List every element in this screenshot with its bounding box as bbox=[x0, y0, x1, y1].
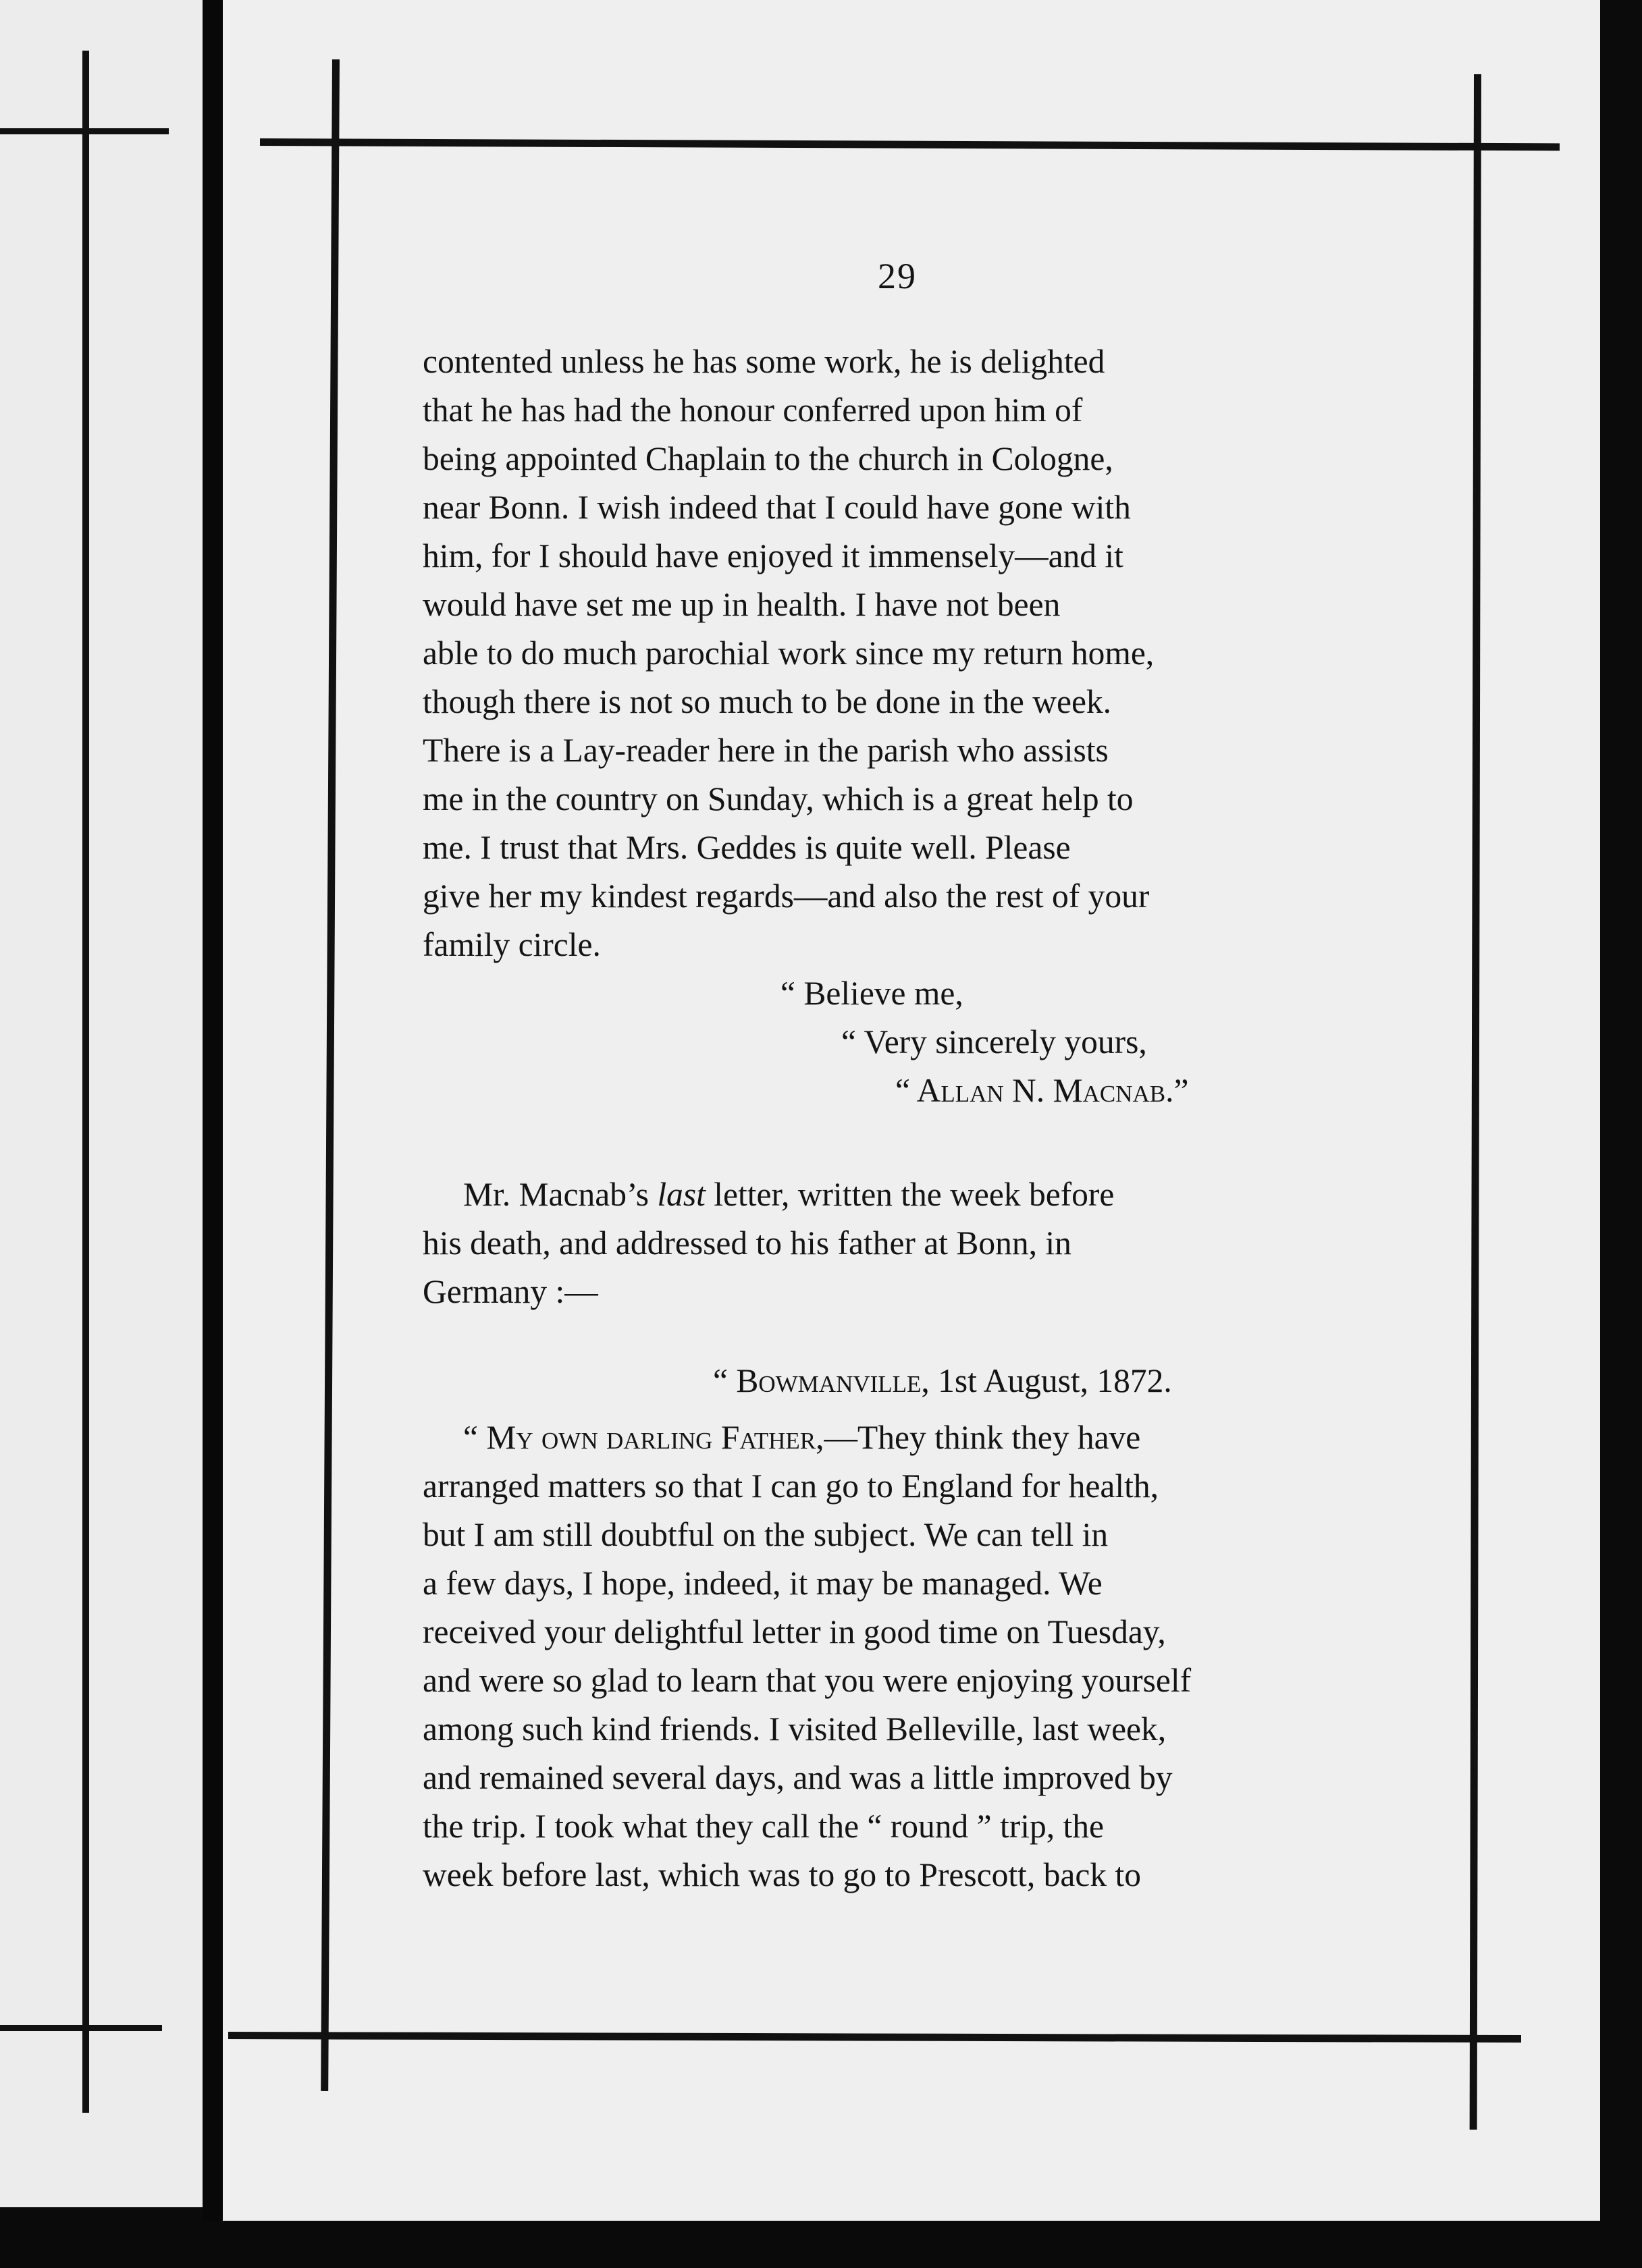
page-number: 29 bbox=[878, 256, 917, 296]
continued-letter-line: give her my kindest regards—and also the rest of your bbox=[423, 878, 1150, 915]
facing-page-bottom-rule bbox=[0, 2025, 162, 2031]
letter-line: week before last, which was to go to Prescott, back to bbox=[423, 1856, 1141, 1893]
letter-line: among such kind friends. I visited Belleville, last week, bbox=[423, 1710, 1167, 1748]
letter-dateline bbox=[423, 1357, 1354, 1405]
facing-page-vertical-rule bbox=[82, 51, 89, 2113]
signature-name: “ Allan N. Macnab.” bbox=[895, 1072, 1189, 1109]
continued-letter-line: near Bonn. I wish indeed that I could have gone with bbox=[423, 489, 1131, 526]
dateline-place: “ Bowmanville bbox=[713, 1362, 922, 1399]
continued-letter-line: though there is not so much to be done in the week. bbox=[423, 683, 1112, 720]
continued-letter-line: contented unless he has some work, he is delighted bbox=[423, 343, 1105, 380]
intro-rest: letter, written the week before bbox=[705, 1176, 1115, 1213]
continued-letter-line: would have set me up in health. I have not been bbox=[423, 586, 1061, 623]
continued-letter-line: him, for I should have enjoyed it immensely—and it bbox=[423, 537, 1123, 574]
letter-line: received your delightful letter in good time on Tuesday, bbox=[423, 1613, 1166, 1650]
signature-closing: “ Believe me, bbox=[780, 975, 963, 1012]
section-spacer bbox=[423, 1115, 1354, 1170]
letter-line: arranged matters so that I can go to England for health, bbox=[423, 1467, 1159, 1505]
intro-line bbox=[423, 1170, 1354, 1219]
facing-page-edge bbox=[0, 0, 203, 2207]
letter-line: a few days, I hope, indeed, it may be managed. We bbox=[423, 1565, 1103, 1602]
letter-line: and were so glad to learn that you were enjoying yourself bbox=[423, 1662, 1192, 1699]
continued-letter-line: able to do much parochial work since my return home, bbox=[423, 634, 1155, 672]
intro-line: his death, and addressed to his father at Bonn, in bbox=[423, 1224, 1071, 1262]
book-gutter bbox=[203, 0, 223, 2268]
section-spacer bbox=[423, 1405, 1354, 1413]
continued-letter-line: that he has had the honour conferred upon him of bbox=[423, 392, 1083, 429]
continued-letter-line: There is a Lay-reader here in the parish who assists bbox=[423, 732, 1109, 769]
scan-bottom-edge bbox=[0, 2221, 1642, 2268]
page-body bbox=[423, 338, 1354, 1899]
letter-salutation-line bbox=[423, 1413, 1354, 1462]
intro-emphasis: last bbox=[657, 1176, 706, 1213]
section-spacer bbox=[423, 1316, 1354, 1357]
signature-valediction: “ Very sincerely yours, bbox=[841, 1023, 1147, 1060]
letter-salutation: “ My own darling Father bbox=[463, 1419, 816, 1456]
continued-letter-line: me. I trust that Mrs. Geddes is quite well. Please bbox=[423, 829, 1071, 866]
letter-line: and remained several days, and was a little improved by bbox=[423, 1759, 1173, 1796]
letter-line: but I am still doubtful on the subject. We can tell in bbox=[423, 1516, 1109, 1553]
letter-line: the trip. I took what they call the “ round ” trip, the bbox=[423, 1808, 1104, 1845]
intro-line: Germany :— bbox=[423, 1273, 598, 1310]
continued-letter-line: me in the country on Sunday, which is a great help to bbox=[423, 780, 1134, 817]
intro-prefix: Mr. Macnab’s bbox=[463, 1176, 658, 1213]
dateline-date: , 1st August, 1872. bbox=[921, 1362, 1172, 1399]
continued-letter-line: family circle. bbox=[423, 926, 601, 963]
letter-first-line: ,—They think they have bbox=[816, 1419, 1141, 1456]
continued-letter-line: being appointed Chaplain to the church in Cologne, bbox=[423, 440, 1113, 477]
